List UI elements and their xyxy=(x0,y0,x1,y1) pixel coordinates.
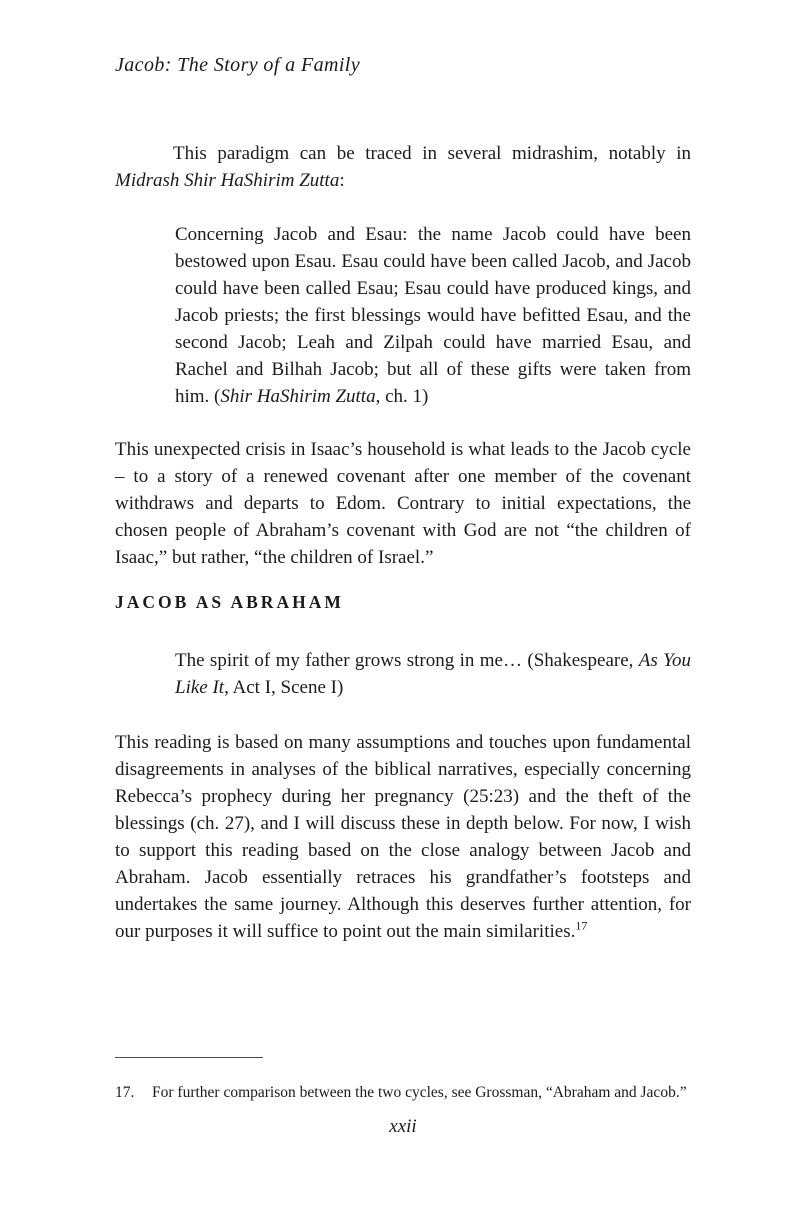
page-number: xxii xyxy=(389,1116,417,1137)
footnote-text: For further comparison between the two cycles, see Grossman, “Abraham and Jacob.” xyxy=(152,1083,687,1101)
midrash-quote-source-title: Shir HaShirim Zutta xyxy=(220,386,376,407)
reading-paragraph xyxy=(115,729,691,945)
footnote-reference: 17 xyxy=(575,918,588,933)
reading-paragraph-body: This reading is based on many assumptions and touches upon fundamental disagreements in analyses of the biblical narratives, especially concerning Rebecca’s prophecy during her pregnancy (25:23) and the theft of the blessings (ch. 27), and I will discuss these in depth below. For now, I wish to support this reading based on the close analogy between Jacob and Abraham. Jacob essentially retraces his grandfather’s footsteps and undertakes the same journey. Although this deserves further attention, for our purposes it will suffice to point out the main similarities. xyxy=(115,732,691,942)
running-header: Jacob: The Story of a Family xyxy=(115,54,361,76)
crisis-paragraph: This unexpected crisis in Isaac’s household is what leads to the Jacob cycle – to a story of a renewed covenant after one member of the covenant withdraws and departs to Edom. Contrary to initial expectations, the chosen people of Abraham’s covenant with God are not “the children of Isaac,” but rather, “the children of Israel.” xyxy=(115,439,691,568)
intro-paragraph xyxy=(115,140,691,194)
work-title-midrash: Midrash Shir HaShirim Zutta xyxy=(115,170,340,191)
footnote-divider xyxy=(115,1057,263,1058)
footnote xyxy=(115,1082,701,1103)
intro-paragraph-tail: : xyxy=(339,170,345,191)
shakespeare-blockquote xyxy=(175,647,691,701)
midrash-quote-body: Concerning Jacob and Esau: the name Jacob could have been bestowed upon Esau. Esau could have been called Jacob, and Jacob could have been called Esau; Esau could have produced kings, and Jacob priests; the first blessings would have befitted Esau, and the second Jacob; Leah and Zilpah could have married Esau, and Rachel and Bilhah Jacob; but all of these gifts were taken from him. ( xyxy=(175,224,691,407)
shakespeare-quote-lead: The spirit of my father grows strong in me… (Shakespeare, xyxy=(175,650,639,671)
shakespeare-quote-tail: , Act I, Scene I) xyxy=(224,677,344,698)
midrash-blockquote xyxy=(175,221,691,410)
midrash-quote-source-tail: , ch. 1) xyxy=(375,386,429,407)
intro-paragraph-lead: This paradigm can be traced in several midrashim, notably in xyxy=(173,143,691,164)
work-title-shakespeare: As You Like It xyxy=(175,650,692,698)
section-heading: JACOB AS ABRAHAM xyxy=(115,591,344,612)
footnote-number: 17. xyxy=(115,1083,135,1101)
